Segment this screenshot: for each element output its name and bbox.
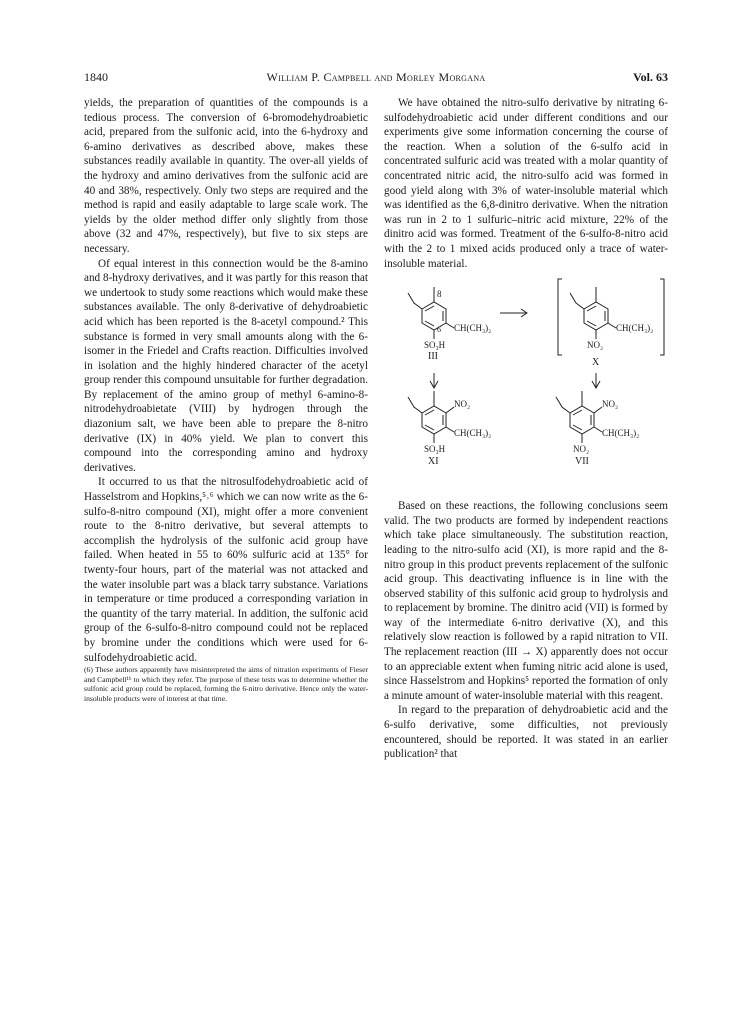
right-column [384, 96, 668, 762]
structure-XI-sulfo: SO₃H [424, 444, 446, 455]
structure-XI-rings [408, 391, 454, 443]
structure-VII-isopropyl: CH(CH₃)₂ [602, 428, 640, 439]
left-paragraph-2: Of equal interest in this connection would be the 8-amino and 8-hydroxy derivatives, and it was partly for this reason that we undertook to study some reactions which would make these substances available. The only 8-derivative of dehydroabietic acid which has been reported is the 8-acetyl compound.² This substance is formed in very small amounts along with the 6-isomer in the Friedel and Crafts reaction. Difficulties involved in isolation and the highly hindered character of the acetyl group render this compound unsuitable for further degradation. By replacement of the amino group of methyl 6-amino-8-nitrodehydroabietate (VIII) by hydrogen through the diazonium salt, we have been able to prepare the 8-nitro derivative (IX) in 40% yield. We plan to convert this compound into the corresponding amino and hydroxy derivatives. [84, 257, 368, 474]
reaction-scheme-drawing [384, 277, 668, 489]
right-paragraph-1: We have obtained the nitro-sulfo derivative by nitrating 6-sulfodehydroabietic acid under different conditions and our experiments give some information concerning the course of the reaction. When a solution of the 6-sulfo acid in concentrated sulfuric acid was treated with a molar quantity of concentrated nitric acid, the nitro-sulfo acid was formed in good yield along with 3% of water-insoluble material which was identified as the 6,8-dinitro derivative. When the nitration was run in 2 to 1 sulfuric–nitric acid mixture, 22% of the dinitro acid was formed. Treatment of the 6-sulfo-8-nitro acid with the 2 to 1 mixed acids produced only a trace of water-insoluble material. [384, 97, 668, 270]
structure-VII-rings [556, 391, 602, 443]
right-paragraph-2: Based on these reactions, the following conclusions seem valid. The two products are formed by independent reactions which take place simultaneously. The substitution reaction, leading to the nitro-sulfo acid (XI), is more rapid and the 8-nitro group in this product prevents replacement of the sulfonic acid group. This deactivating influence is in line with the observed stability of this sulfonic acid group to hydrolysis and to replacement by bromine. The dinitro acid (VII) is formed by way of the intermediate 6-nitro derivative (X), and this relatively slow reaction is followed by a rapid nitration to VII. The replacement reaction (III → X) apparently does not occur to an appreciable extent when fuming nitric acid alone is used, since Hasselstrom and Hopkins⁵ reported the formation of only a minute amount of water-insoluble material with this reagent. [384, 500, 668, 702]
structure-X-rings [558, 279, 664, 355]
structure-VII-nitro-bottom: NO₂ [573, 444, 590, 455]
compound-label-X: X [592, 357, 600, 369]
compound-label-III: III [428, 351, 438, 363]
footnote-6: (6) These authors apparently have misinterpreted the aims of nitration experiments of Fieser and Campbell¹ᵇ to which they refer. The purpose of these tests was to determine whether the sulfonic acid group could be replaced, forming the 6-nitro derivative. Hence only the water-insoluble products were of interest at that time. [84, 665, 368, 703]
right-paragraph-3: In regard to the preparation of dehydroabietic acid and the 6-sulfo derivative, some difficulties, not previously encountered, should be reported. It was stated in an earlier publication² that [384, 704, 668, 761]
structure-X-nitro: NO₂ [587, 340, 604, 351]
structure-III-rings [408, 287, 454, 339]
structure-III-isopropyl: CH(CH₃)₂ [454, 323, 492, 334]
structure-VII-nitro-top: NO₂ [602, 399, 619, 410]
running-title: William P. Campbell and Morley Morgana [266, 70, 486, 84]
structure-XI-isopropyl: CH(CH₃)₂ [454, 428, 492, 439]
reaction-arrows [430, 309, 600, 388]
structure-XI-nitro: NO₂ [454, 399, 471, 410]
page-header [84, 70, 668, 86]
left-column [84, 96, 368, 704]
volume-label: Vol. 63 [633, 70, 668, 84]
structure-X-isopropyl: CH(CH₃)₂ [616, 323, 654, 334]
structure-III-sulfo: SO₃H [424, 340, 446, 351]
page-number: 1840 [84, 70, 108, 84]
compound-label-XI: XI [428, 456, 439, 468]
left-paragraph-1: yields, the preparation of quantities of the compounds is a tedious process. The conversion of 6-bromodehydroabietic acid, prepared from the sulfonic acid, into the 6-hydroxy and 6-amino derivatives as described above, makes these substances readily available in quantity. The over-all yields of the hydroxy and amino derivatives from the sulfonic acid are 40 and 38%, respectively. Only two steps are required and the method is rapid and easily adaptable to large scale work. The yields by the older method differ only slightly from those above (32 and 47%, respectively), but five to six steps are necessary. [84, 97, 368, 255]
position-6-label: 6 [437, 325, 441, 335]
position-8-label: 8 [437, 289, 442, 300]
reaction-scheme [384, 277, 668, 489]
left-paragraph-3: It occurred to us that the nitrosulfodehydroabietic acid of Hasselstrom and Hopkins,⁵˒⁶ which we can now write as the 6-sulfo-8-nitro compound (XI), might offer a more convenient route to the 8-nitro derivative, but several attempts to accomplish the hydrolysis of the sulfonic acid group have failed. When heated in 55 to 60% sulfuric acid at 135° for twenty-four hours, part of the material was not attacked and the water insoluble part was a black tarry substance. Variations in temperature or time produced a corresponding variation in the quantity of the tarry material. In addition, the sulfonic acid group of the 6-sulfo-8-nitro compound could not be replaced by bromine under the conditions which were used for 6-sulfodehydroabietic acid. [84, 476, 368, 664]
compound-label-VII: VII [575, 456, 589, 468]
